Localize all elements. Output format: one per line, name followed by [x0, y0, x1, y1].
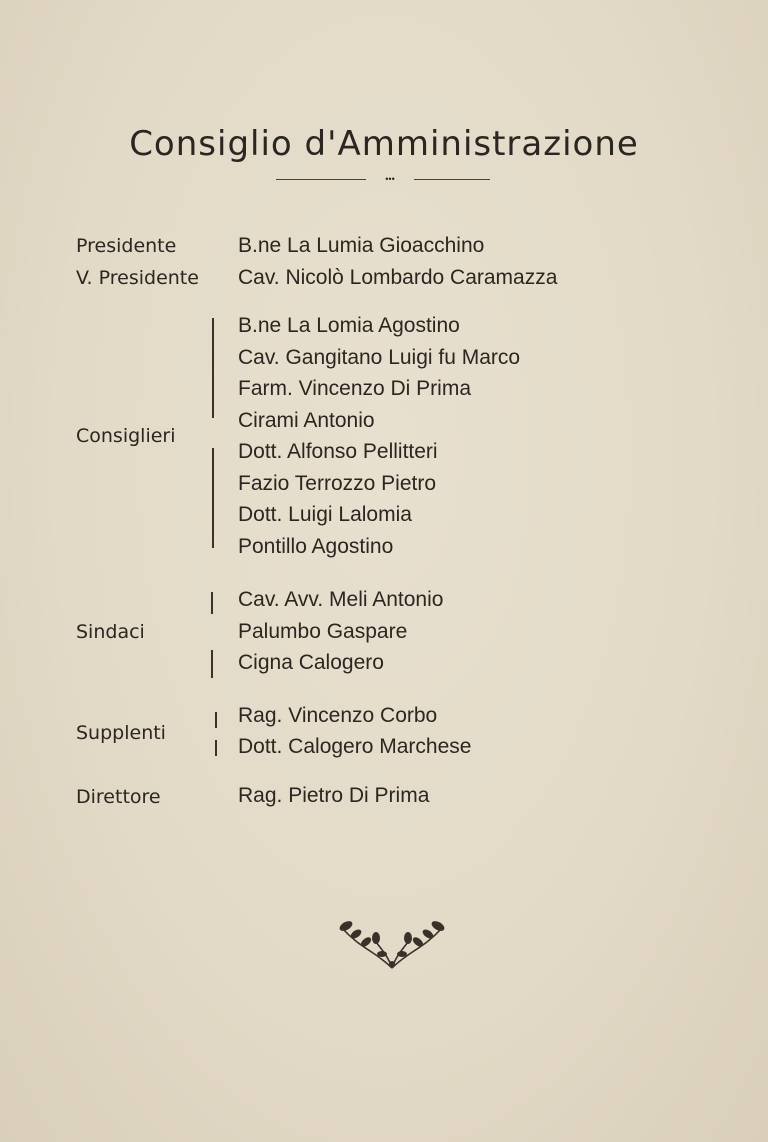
- direttore-name: Rag. Pietro Di Prima: [238, 784, 430, 807]
- consigliere-name: Cav. Gangitano Luigi fu Marco: [238, 346, 521, 369]
- consiglieri-brace-lower: [212, 448, 214, 548]
- supplenti-label: Supplenti: [76, 722, 166, 744]
- supplenti-brace-upper: [215, 712, 217, 728]
- sindaco-name: Palumbo Gaspare: [238, 620, 408, 643]
- consigliere-name: Fazio Terrozzo Pietro: [238, 472, 437, 495]
- sindaci-brace-upper: [211, 592, 213, 614]
- consiglieri-brace-upper: [212, 318, 214, 418]
- vice-presidente-label: V. Presidente: [76, 267, 199, 289]
- supplente-name: Dott. Calogero Marchese: [238, 735, 472, 758]
- presidente-label: Presidente: [76, 235, 177, 257]
- consigliere-name: Farm. Vincenzo Di Prima: [238, 377, 472, 400]
- consigliere-name: B.ne La Lomia Agostino: [238, 314, 460, 337]
- sindaco-name: Cav. Avv. Meli Antonio: [238, 588, 444, 611]
- rule-ornament: •••: [366, 174, 414, 184]
- vice-presidente-name: Cav. Nicolò Lombardo Caramazza: [238, 266, 558, 289]
- sindaci-brace-lower: [211, 650, 213, 678]
- direttore-label: Direttore: [76, 786, 161, 808]
- sindaco-name: Cigna Calogero: [238, 651, 384, 674]
- sindaci-label: Sindaci: [76, 621, 145, 643]
- consiglieri-label: Consiglieri: [76, 425, 176, 447]
- supplenti-brace-lower: [215, 740, 217, 756]
- floral-ornament-icon: [336, 912, 448, 972]
- page-title: Consiglio d'Amministrazione: [129, 124, 639, 164]
- consigliere-name: Cirami Antonio: [238, 409, 375, 432]
- consigliere-name: Dott. Alfonso Pellitteri: [238, 440, 438, 463]
- consigliere-name: Pontillo Agostino: [238, 535, 394, 558]
- supplente-name: Rag. Vincenzo Corbo: [238, 704, 438, 727]
- presidente-name: B.ne La Lumia Gioacchino: [238, 234, 485, 257]
- consigliere-name: Dott. Luigi Lalomia: [238, 503, 412, 526]
